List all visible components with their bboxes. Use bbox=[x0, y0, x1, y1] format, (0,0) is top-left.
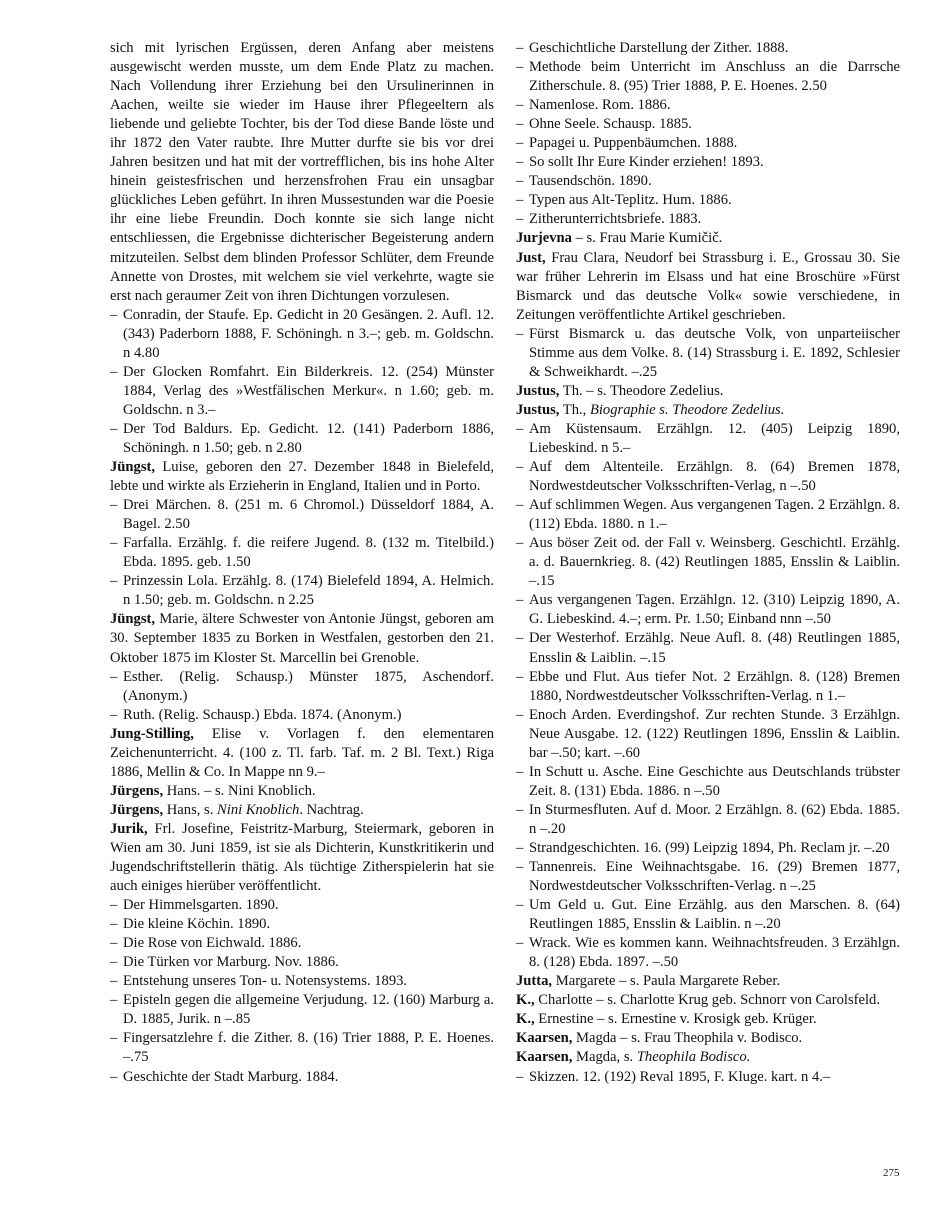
entry-text: Frau Clara, Neudorf bei Strassburg i. E., Grossau 30. Sie war früher Lehrerin im Elsass und hat eine Broschüre »Fürst Bismarck und das deutsche Volk« sowie verschiedene, in Zeitungen veröffentlichte Artikel geschrieben. bbox=[516, 249, 900, 323]
list-item bbox=[110, 534, 494, 572]
dash-marker: – bbox=[516, 40, 524, 56]
list-item bbox=[516, 96, 900, 115]
list-item bbox=[110, 953, 494, 972]
entry-name: Kaarsen, bbox=[516, 1049, 573, 1066]
dash-marker: – bbox=[516, 420, 524, 437]
list-item bbox=[516, 668, 900, 706]
list-item-text: Farfalla. Erzählg. f. die reifere Jugend. 8. (132 m. Titelbild.) Ebda. 1895. geb. 1.50 bbox=[123, 535, 494, 571]
entry-text: Hans, s. bbox=[163, 801, 218, 818]
entry bbox=[516, 229, 900, 248]
entry bbox=[516, 249, 900, 325]
dash-marker: – bbox=[516, 59, 524, 76]
list-item-text: So sollt Ihr Eure Kinder erziehen! 1893. bbox=[529, 154, 764, 171]
list-item bbox=[516, 458, 900, 496]
dash-marker: – bbox=[516, 211, 524, 228]
entry-name: Just, bbox=[516, 249, 546, 266]
entry-text: Marie, ältere Schwester von Antonie Jüngst, geboren am 30. September 1835 zu Borken in Westfalen, gestorben den 21. Oktober 1875 im Kloster St. Marcellin bei Grenoble. bbox=[110, 611, 494, 666]
entry-text: Th. – s. Theodore Zedelius. bbox=[559, 382, 724, 399]
list-item bbox=[516, 858, 900, 896]
dash-marker: – bbox=[110, 497, 118, 514]
entry-name: Justus, bbox=[516, 382, 560, 399]
list-item-text: Die Rose von Eichwald. 1886. bbox=[123, 935, 302, 952]
list-item bbox=[110, 896, 494, 915]
dash-marker: – bbox=[516, 897, 524, 914]
entry bbox=[110, 725, 494, 782]
list-item-text: Enoch Arden. Everdingshof. Zur rechten Stunde. 3 Erzählgn. Neue Ausgabe. 12. (122) Reutlingen 1896, Ensslin & Laiblin. bar –.50; kart. –.60 bbox=[529, 706, 900, 761]
list-item bbox=[110, 1068, 494, 1087]
list-item-text: Aus böser Zeit od. der Fall v. Weinsberg. Geschichtl. Erzählg. a. d. Bauernkrieg. 8. (42) Reutlingen 1885, Ensslin & Laiblin. –.15 bbox=[529, 535, 900, 590]
right-column bbox=[516, 39, 900, 1087]
dash-marker: – bbox=[516, 801, 524, 818]
dash-marker: – bbox=[516, 668, 524, 685]
dash-marker: – bbox=[516, 535, 524, 552]
list-item-text: In Sturmesfluten. Auf d. Moor. 2 Erzählgn. 8. (62) Ebda. 1885. n –.20 bbox=[529, 801, 900, 837]
list-item bbox=[516, 115, 900, 134]
paragraph: sich mit lyrischen Ergüssen, deren Anfang aber meistens ausgewischt werden musste, um dem Ende Platz zu machen. Nach Vollendung ihrer Erziehung bei den Ursulinerinnen in Aachen, weilte sie wieder im Hause ihrer Pflegeeltern als liebende und geliebte Tochter, bis der Tod diese Bande löste und ihr 1872 den Vater raubte. Ihre Mutter durfte sie bis vor drei Jahren besitzen und hat mit der vortrefflichen, bis ins hohe Alter hinein geistesfrischen und herzensfrohen Frau ein unsagbar glückliches Leben geführt. In ihren Mussestunden war die Poesie ihr eine liebe Freundin. Doch konnte sie sich lange nicht entschliessen, die Ergebnisse dichterischer Begeisterung andern mitzuteilen. Selbst dem blinden Professor Schlüter, dem Freunde Annette von Drostes, mit welchem sie viel verkehrte, wagte sie erst nach geraumer Zeit von ihren Dichtungen vorzulesen. bbox=[110, 40, 494, 304]
list-item-text: Die Türken vor Marburg. Nov. 1886. bbox=[123, 954, 339, 971]
page-number: 275 bbox=[883, 1167, 900, 1179]
list-item bbox=[516, 534, 900, 591]
dash-marker: – bbox=[516, 763, 524, 780]
dash-marker: – bbox=[516, 592, 524, 609]
dash-marker: – bbox=[516, 706, 524, 723]
entry bbox=[110, 782, 494, 801]
list-item-text: Zitherunterrichtsbriefe. 1883. bbox=[529, 211, 702, 228]
entry bbox=[516, 401, 900, 420]
list-item-text: Auf dem Altenteile. Erzählgn. 8. (64) Bremen 1878, Nordwestdeutscher Volksschriften-Verlag, n –.50 bbox=[529, 459, 900, 495]
list-item-text: Methode beim Unterricht im Anschluss an die Darrsche Zitherschule. 8. (95) Trier 1888, P. E. Hoenes. 2.50 bbox=[529, 59, 900, 95]
list-item bbox=[516, 591, 900, 629]
list-item-text: Strandgeschichten. 16. (99) Leipzig 1894, Ph. Reclam jr. –.20 bbox=[529, 839, 890, 856]
list-item bbox=[110, 306, 494, 363]
entry-text: Hans. – s. Nini Knoblich. bbox=[163, 782, 316, 799]
dash-marker: – bbox=[110, 897, 118, 914]
entry-name: Justus, bbox=[516, 401, 560, 418]
entry bbox=[110, 801, 494, 820]
dash-marker: – bbox=[516, 630, 524, 647]
list-item-text: Fürst Bismarck u. das deutsche Volk, von unparteiischer Stimme aus dem Volke. 8. (14) Strassburg i. E. 1892, Schlesier & Schweikhardt. –.25 bbox=[529, 325, 900, 380]
entry-name: K., bbox=[516, 1011, 535, 1028]
list-item bbox=[516, 325, 900, 382]
entry-name: Jurjevna bbox=[516, 230, 572, 247]
list-item-text: Am Küstensaum. Erzählgn. 12. (405) Leipzig 1890, Liebeskind. n 5.– bbox=[529, 420, 900, 456]
list-item bbox=[110, 572, 494, 610]
list-item bbox=[516, 839, 900, 858]
list-item-text: Skizzen. 12. (192) Reval 1895, F. Kluge. kart. n 4.– bbox=[529, 1068, 831, 1085]
list-item-text: Geschichtliche Darstellung der Zither. 1888. bbox=[529, 40, 789, 56]
list-item bbox=[516, 210, 900, 229]
list-item-text: Namenlose. Rom. 1886. bbox=[529, 97, 671, 114]
entry-text: – s. Frau Marie Kumičič. bbox=[571, 230, 723, 247]
entry bbox=[516, 1048, 900, 1067]
list-item-text: Episteln gegen die allgemeine Verjudung. 12. (160) Marburg a. D. 1885, Jurik. n –.85 bbox=[123, 992, 494, 1028]
entry-name: Jüngst, bbox=[110, 611, 156, 628]
list-item bbox=[110, 915, 494, 934]
dash-marker: – bbox=[516, 935, 524, 952]
list-item bbox=[516, 801, 900, 839]
dash-marker: – bbox=[110, 535, 118, 552]
dash-marker: – bbox=[516, 173, 524, 190]
list-item-text: Tausendschön. 1890. bbox=[529, 173, 652, 190]
list-item bbox=[110, 668, 494, 706]
entry-text: Luise, geboren den 27. Dezember 1848 in Bielefeld, lebte und wirkte als Erzieherin in England, Italien und in Porto. bbox=[110, 459, 494, 495]
dash-marker: – bbox=[110, 363, 118, 380]
dash-marker: – bbox=[516, 459, 524, 476]
entry-name: Jurik, bbox=[110, 820, 148, 837]
entry-text: Elise v. Vorlagen f. den elementaren Zeichenunterricht. 4. (100 z. Tl. farb. Taf. m. 2 Bl. Text.) Riga 1886, Mellin & Co. In Mappe nn 9.– bbox=[110, 725, 494, 780]
list-item-text: Die kleine Köchin. 1890. bbox=[123, 916, 271, 933]
dash-marker: – bbox=[110, 668, 118, 685]
entry-name: K., bbox=[516, 992, 535, 1009]
list-item-text: Geschichte der Stadt Marburg. 1884. bbox=[123, 1068, 339, 1085]
entry-reference: Biographie s. Theodore Zedelius. bbox=[589, 401, 785, 418]
list-item-text: Drei Märchen. 8. (251 m. 6 Chromol.) Düsseldorf 1884, A. Bagel. 2.50 bbox=[123, 497, 494, 533]
list-item-text: Der Himmelsgarten. 1890. bbox=[123, 897, 279, 914]
list-item-text: Wrack. Wie es kommen kann. Weihnachtsfreuden. 3 Erzählgn. 8. (128) Ebda. 1897. –.50 bbox=[529, 935, 900, 971]
list-item-text: Der Westerhof. Erzählg. Neue Aufl. 8. (48) Reutlingen 1885, Ensslin & Laiblin. –.15 bbox=[529, 630, 900, 666]
list-item bbox=[516, 496, 900, 534]
dash-marker: – bbox=[516, 859, 524, 876]
dash-marker: – bbox=[110, 1068, 118, 1085]
entry-reference: Theophila Bodisco. bbox=[636, 1049, 751, 1066]
list-item bbox=[516, 39, 900, 58]
list-item bbox=[110, 363, 494, 420]
list-item-text: Der Glocken Romfahrt. Ein Bilderkreis. 12. (254) Münster 1884, Verlag des »Westfälischen Merkur«. n 1.60; geb. m. Goldschn. n 3.– bbox=[123, 363, 494, 418]
dash-marker: – bbox=[110, 573, 118, 590]
list-item bbox=[110, 934, 494, 953]
list-item bbox=[516, 191, 900, 210]
entry bbox=[516, 991, 900, 1010]
entry-text: Magda, s. bbox=[572, 1049, 637, 1066]
entry bbox=[516, 972, 900, 991]
dash-marker: – bbox=[110, 954, 118, 971]
list-item-text: Aus vergangenen Tagen. Erzählgn. 12. (310) Leipzig 1890, A. G. Liebeskind. 4.–; erm. Pr. 1.50; Einband nnn –.50 bbox=[529, 592, 900, 628]
entry bbox=[516, 1029, 900, 1048]
entry bbox=[110, 610, 494, 667]
entry-reference: Nini Knoblich bbox=[217, 801, 300, 818]
list-item-text: Der Tod Baldurs. Ep. Gedicht. 12. (141) Paderborn 1886, Schöningh. n 1.50; geb. n 2.80 bbox=[123, 420, 494, 456]
list-item-text: In Schutt u. Asche. Eine Geschichte aus Deutschlands trübster Zeit. 8. (131) Ebda. 1886. n –.50 bbox=[529, 763, 900, 799]
list-item-text: Auf schlimmen Wegen. Aus vergangenen Tagen. 2 Erzählgn. 8. (112) Ebda. 1880. n 1.– bbox=[529, 497, 900, 533]
dash-marker: – bbox=[516, 154, 524, 171]
entry-name: Jutta, bbox=[516, 973, 553, 990]
dash-marker: – bbox=[110, 1030, 118, 1047]
dash-marker: – bbox=[110, 935, 118, 952]
list-item-text: Esther. (Relig. Schausp.) Münster 1875, Aschendorf. (Anonym.) bbox=[123, 668, 494, 704]
list-item-text: Tannenreis. Eine Weihnachtsgabe. 16. (29) Bremen 1877, Nordwestdeutscher Volksschriften-Verlag. n –.25 bbox=[529, 859, 900, 895]
entry-name: Jung-Stilling, bbox=[110, 725, 194, 742]
list-item bbox=[516, 153, 900, 172]
dash-marker: – bbox=[110, 420, 118, 437]
list-item bbox=[516, 896, 900, 934]
entry bbox=[110, 458, 494, 496]
list-item bbox=[516, 763, 900, 801]
list-item-text: Prinzessin Lola. Erzählg. 8. (174) Bielefeld 1894, A. Helmich. n 1.50; geb. m. Goldschn. n 2.25 bbox=[123, 573, 494, 609]
entry-text: Frl. Josefine, Feistritz-Marburg, Steiermark, geboren in Wien am 30. Juni 1859, ist sie als Dichterin, Kunstkritikerin und Jugendschriftstellerin thätig. Als tüchtige Zitherspielerin hat sie auch einiges hierüber veröffentlicht. bbox=[110, 820, 494, 895]
entry-text: Magda – s. Frau Theophila v. Bodisco. bbox=[572, 1030, 803, 1047]
dash-marker: – bbox=[110, 706, 118, 723]
entry-name: Jürgens, bbox=[110, 801, 164, 818]
dash-marker: – bbox=[516, 1068, 524, 1085]
list-item bbox=[110, 496, 494, 534]
entry-text: Margarete – s. Paula Margarete Reber. bbox=[552, 973, 781, 990]
list-item bbox=[110, 706, 494, 725]
entry-text: Charlotte – s. Charlotte Krug geb. Schnorr von Carolsfeld. bbox=[534, 992, 880, 1009]
dash-marker: – bbox=[516, 497, 524, 514]
entry-text: Th., bbox=[559, 401, 590, 418]
list-item bbox=[516, 134, 900, 153]
list-item-text: Conradin, der Staufe. Ep. Gedicht in 20 Gesängen. 2. Aufl. 12. (343) Paderborn 1888, F. Schöningh. n 3.–; geb. m. Goldschn. n 4.80 bbox=[123, 306, 494, 361]
entry bbox=[516, 382, 900, 401]
list-item bbox=[110, 991, 494, 1029]
list-item bbox=[110, 1029, 494, 1067]
entry-name: Jürgens, bbox=[110, 782, 164, 799]
list-item bbox=[516, 1068, 900, 1087]
list-item-text: Entstehung unseres Ton- u. Notensystems. 1893. bbox=[123, 973, 408, 990]
list-item bbox=[516, 934, 900, 972]
dash-marker: – bbox=[516, 839, 524, 856]
entry bbox=[516, 1010, 900, 1029]
list-item-text: Typen aus Alt-Teplitz. Hum. 1886. bbox=[529, 192, 732, 209]
list-item bbox=[110, 420, 494, 458]
dash-marker: – bbox=[516, 192, 524, 209]
dash-marker: – bbox=[516, 325, 524, 342]
dash-marker: – bbox=[110, 916, 118, 933]
entry-text: Ernestine – s. Ernestine v. Krosigk geb. Krüger. bbox=[534, 1011, 817, 1028]
dash-marker: – bbox=[110, 992, 118, 1009]
list-item bbox=[516, 706, 900, 763]
entry bbox=[110, 820, 494, 896]
dash-marker: – bbox=[516, 97, 524, 114]
list-item-text: Ruth. (Relig. Schausp.) Ebda. 1874. (Anonym.) bbox=[123, 706, 402, 723]
list-item bbox=[516, 58, 900, 96]
left-column bbox=[110, 39, 494, 1087]
list-item-text: Fingersatzlehre f. die Zither. 8. (16) Trier 1888, P. E. Hoenes. –.75 bbox=[123, 1030, 494, 1066]
list-item-text: Ebbe und Flut. Aus tiefer Not. 2 Erzählgn. 8. (128) Bremen 1880, Nordwestdeutscher Volksschriften-Verlag. n 1.– bbox=[529, 668, 900, 704]
entry-name: Jüngst, bbox=[110, 459, 156, 476]
dash-marker: – bbox=[516, 116, 524, 133]
dash-marker: – bbox=[516, 135, 524, 152]
list-item bbox=[516, 172, 900, 191]
list-item bbox=[516, 420, 900, 458]
list-item-text: Ohne Seele. Schausp. 1885. bbox=[529, 116, 692, 133]
dash-marker: – bbox=[110, 306, 118, 323]
list-item-text: Um Geld u. Gut. Eine Erzählg. aus den Marschen. 8. (64) Reutlingen 1885, Ensslin & Laiblin. n –.20 bbox=[529, 897, 900, 933]
entry-text-end: . Nachtrag. bbox=[299, 801, 364, 818]
list-item bbox=[110, 972, 494, 991]
list-item-text: Papagei u. Puppenbäumchen. 1888. bbox=[529, 135, 738, 152]
dash-marker: – bbox=[110, 973, 118, 990]
entry-name: Kaarsen, bbox=[516, 1030, 573, 1047]
list-item bbox=[516, 629, 900, 667]
